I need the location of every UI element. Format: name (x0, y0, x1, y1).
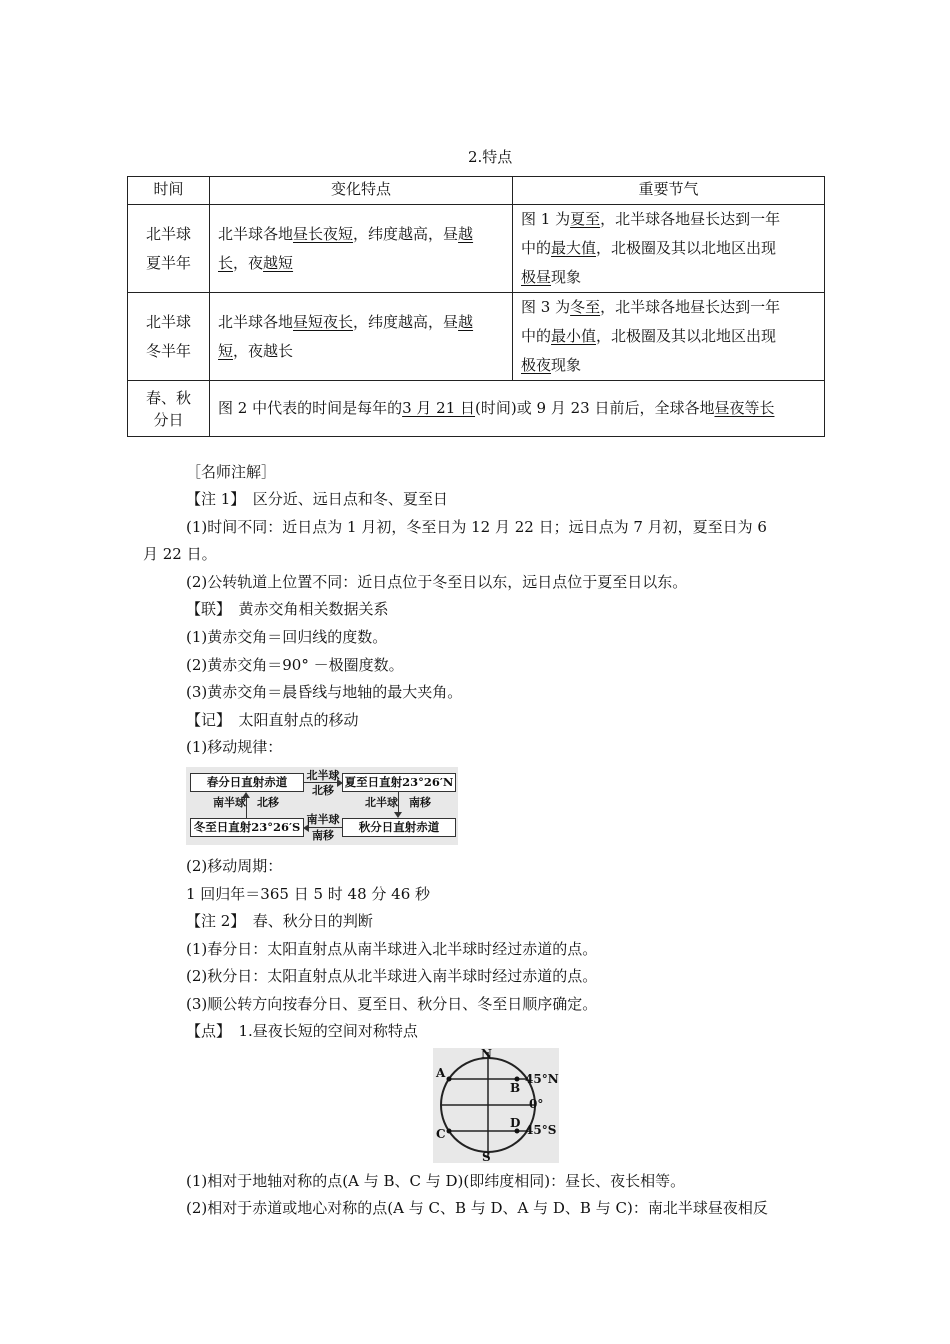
memo-item-2-value: 1 回归年＝365 日 5 时 48 分 46 秒 (186, 885, 431, 903)
spring-equinox-box: 春分日直射赤道 (190, 773, 304, 792)
cell-text: 北半球各地 (218, 312, 294, 331)
cell-text: 图 2 中代表的时间是每年的 (218, 399, 403, 417)
time-cell: 北半球 冬半年 (128, 293, 210, 381)
memo-item-2: (2)移动周期： (186, 857, 283, 875)
underlined-text: 昼长夜短 (293, 224, 354, 243)
table-header-row (128, 177, 825, 205)
underlined-text: 长 (218, 253, 234, 272)
cell-text: ，夜越长 (233, 341, 294, 360)
right-label: 北半球 南移 (365, 796, 431, 809)
point-c (447, 1129, 452, 1134)
cell-text: ，夜 (233, 253, 264, 272)
cell-text: ，北极圈及其以北地区出现 (596, 239, 777, 257)
table-row (128, 381, 825, 437)
point-item-1: (1)相对于地轴对称的点(A 与 B、C 与 D)(即纬度相同)：昼长、夜长相等。 (186, 1172, 686, 1190)
arrow-head-icon (394, 812, 402, 818)
note-1-title: 【注 1】 区分近、远日点和冬、夏至日 (186, 490, 448, 508)
note-2-item-2: (2)秋分日：太阳直射点从北半球进入南半球时经过赤道的点。 (186, 967, 598, 985)
underlined-text: 越 (458, 224, 474, 243)
cell-text: 中的 (521, 327, 552, 345)
left-arrow-icon (308, 827, 342, 828)
notes-heading: ［名师注解］ (186, 463, 277, 481)
cell-line (521, 351, 816, 380)
cell-text: ，北极圈及其以北地区出现 (596, 327, 777, 345)
cell-text: 现象 (551, 356, 582, 374)
bottom-label-b: 南移 (312, 829, 334, 842)
solar-term-cell (513, 205, 825, 293)
note-1-item-1-cont: 月 22 日。 (143, 545, 217, 563)
underlined-text: 越短 (263, 253, 294, 272)
underlined-text: 越 (458, 312, 474, 331)
time-cell: 北半球 夏半年 (128, 205, 210, 293)
label-45s: 45°S (525, 1123, 557, 1137)
characteristics-table (127, 176, 825, 437)
cell-line (218, 394, 816, 423)
cell-line (218, 337, 504, 366)
note-2-item-3: (3)顺公转方向按春分日、夏至日、秋分日、冬至日顺序确定。 (186, 995, 598, 1013)
change-cell (210, 293, 513, 381)
cell-text: 图 1 为 (521, 210, 571, 228)
cell-line (521, 263, 816, 292)
label-s: S (482, 1150, 491, 1164)
point-a (447, 1077, 452, 1082)
label-45n: 45°N (525, 1072, 559, 1086)
header-solar-term: 重要节气 (513, 177, 825, 205)
top-label-b: 北移 (312, 784, 334, 797)
globe-diagram (433, 1048, 559, 1163)
cell-line (521, 322, 816, 351)
header-time: 时间 (128, 177, 210, 205)
label-a: A (436, 1066, 446, 1080)
bottom-label-a: 南半球 (306, 813, 340, 826)
point-item-2: (2)相对于赤道或地心对称的点(A 与 C、B 与 D、A 与 D、B 与 C)：南北半球昼夜相反 (186, 1199, 768, 1217)
label-n: N (481, 1047, 492, 1061)
point-title: 【点】 1.昼夜长短的空间对称特点 (186, 1022, 418, 1040)
cell-text: ，纬度越高，昼 (353, 224, 459, 243)
link-item-1: (1)黄赤交角＝回归线的度数。 (186, 628, 388, 646)
time-cell: 春、秋 分日 (128, 381, 210, 437)
direct-point-flow-diagram (186, 767, 458, 845)
winter-solstice-box: 冬至日直射23°26′S (190, 818, 304, 837)
cell-line (218, 249, 504, 278)
underlined-text: 极夜 (521, 356, 552, 374)
note-2-item-1: (1)春分日：太阳直射点从南半球进入北半球时经过赤道的点。 (186, 940, 598, 958)
top-label-a: 北半球 (306, 769, 340, 782)
right-arrow-icon (304, 782, 338, 783)
cell-text: 图 3 为 (521, 298, 571, 316)
link-item-2: (2)黄赤交角＝90° －极圈度数。 (186, 656, 404, 674)
cell-text: 北半球各地 (218, 224, 294, 243)
underlined-text: 3 月 21 日 (402, 399, 476, 417)
link-title: 【联】 黄赤交角相关数据关系 (186, 600, 389, 618)
label-c: C (436, 1127, 446, 1141)
note-1-item-1: (1)时间不同：近日点为 1 月初，冬至日为 12 月 22 日；远日点为 7 月初，夏至日为 6 (186, 518, 767, 536)
solar-term-cell (513, 293, 825, 381)
summer-solstice-box: 夏至日直射23°26′N (342, 773, 456, 792)
change-cell (210, 205, 513, 293)
left-label: 南半球 北移 (213, 796, 279, 809)
underlined-text: 昼短夜长 (293, 312, 354, 331)
cell-line (521, 205, 816, 234)
label-b: B (510, 1081, 521, 1095)
label-d: D (510, 1116, 521, 1130)
table-row (128, 293, 825, 381)
equinox-cell (210, 381, 825, 437)
cell-text: ，纬度越高，昼 (353, 312, 459, 331)
underlined-text: 短 (218, 341, 234, 360)
table-row (128, 205, 825, 293)
memo-item-1: (1)移动规律： (186, 738, 283, 756)
cell-line (218, 220, 504, 249)
label-equator: 0° (529, 1097, 544, 1111)
memo-title: 【记】 太阳直射点的移动 (186, 711, 359, 729)
section-title: 2.特点 (468, 148, 513, 166)
cell-line (521, 293, 816, 322)
note-1-item-2: (2)公转轨道上位置不同：近日点位于冬至日以东，远日点位于夏至日以东。 (186, 573, 688, 591)
underlined-text: 昼夜等长 (714, 399, 775, 417)
cell-text: (时间)或 9 月 23 日前后，全球各地 (475, 399, 715, 417)
underlined-text: 冬至 (570, 298, 601, 316)
underlined-text: 最大值 (551, 239, 597, 257)
cell-text: ，北半球各地昼长达到一年 (600, 298, 781, 316)
cell-line (521, 234, 816, 263)
underlined-text: 极昼 (521, 268, 552, 286)
cell-text: ，北半球各地昼长达到一年 (600, 210, 781, 228)
autumn-equinox-box: 秋分日直射赤道 (342, 818, 456, 837)
cell-text: 现象 (551, 268, 582, 286)
cell-text: 中的 (521, 239, 552, 257)
underlined-text: 夏至 (570, 210, 601, 228)
link-item-3: (3)黄赤交角＝晨昏线与地轴的最大夹角。 (186, 683, 463, 701)
header-change: 变化特点 (210, 177, 513, 205)
underlined-text: 最小值 (551, 327, 597, 345)
cell-line (218, 308, 504, 337)
note-2-title: 【注 2】 春、秋分日的判断 (186, 912, 373, 930)
